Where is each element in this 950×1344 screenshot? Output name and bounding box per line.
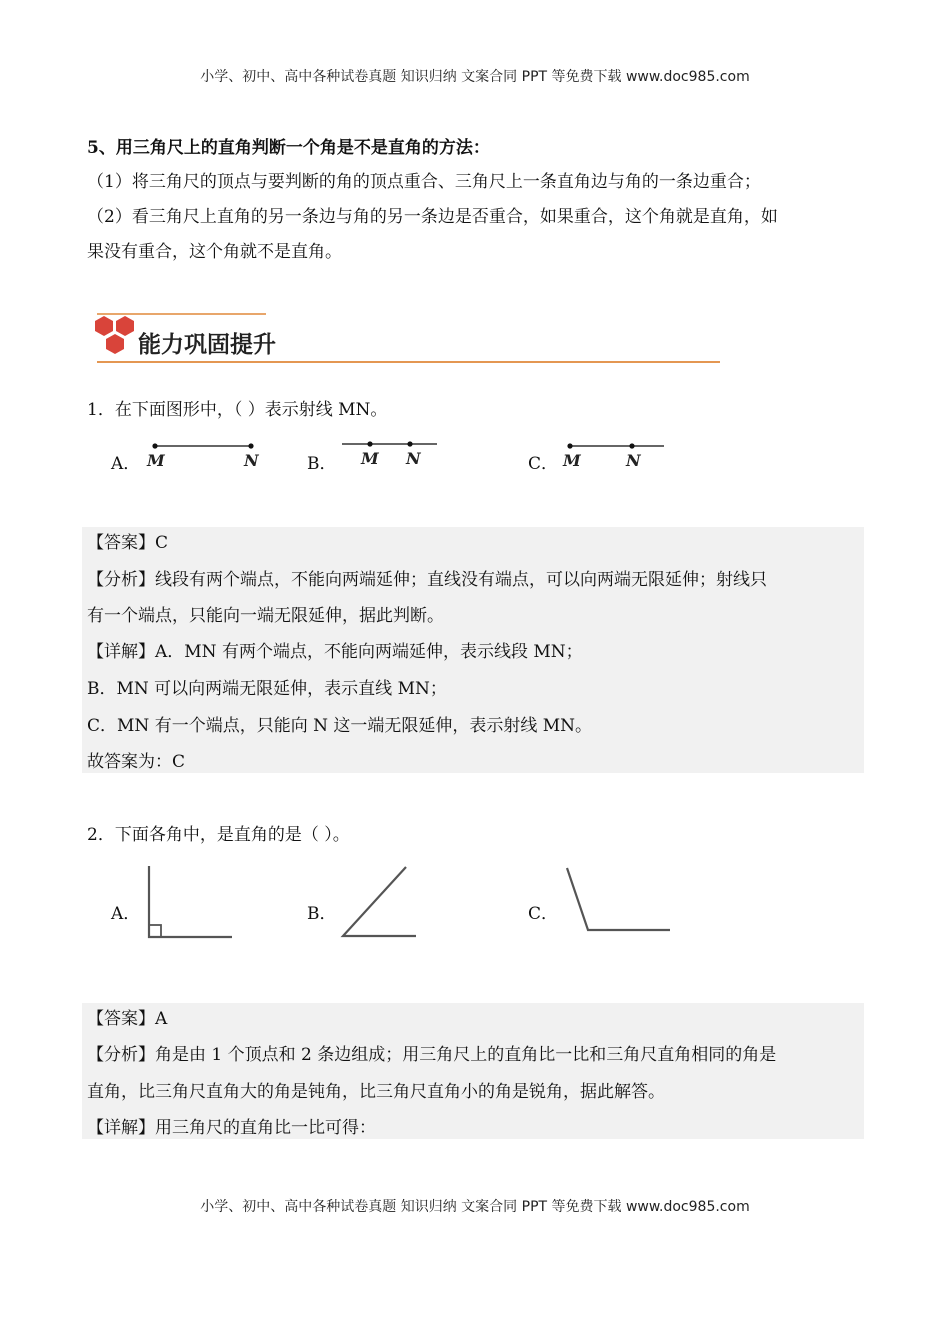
q2-analysis-2: 直角，比三角尺直角大的角是钝角，比三角尺直角小的角是锐角，据此解答。 [87,1082,665,1102]
q2-stem: 2．下面各角中，是直角的是（ ）。 [87,825,350,845]
q2-option-b-label: B． [307,904,337,924]
q1-a-label-n: N [244,451,259,470]
q1-c-label-m: M [563,451,581,470]
q2-figure-b-acute-angle [343,867,416,936]
section-title: 能力巩固提升 [138,332,276,358]
q1-a-label-m: M [147,451,165,470]
q1-detail-2: B．MN 可以向两端无限延伸，表示直线 MN； [87,679,447,699]
q1-detail-3: C．MN 有一个端点，只能向 N 这一端无限延伸，表示射线 MN。 [87,716,593,736]
q1-answer: 【答案】C [87,533,169,553]
intro-heading: 5、用三角尺上的直角判断一个角是不是直角的方法： [87,138,490,158]
q1-conclusion: 故答案为：C [87,752,186,772]
q1-option-a-label: A． [111,454,141,474]
q1-analysis-2: 有一个端点，只能向一端无限延伸，据此判断。 [87,606,444,626]
intro-line-2: （2）看三角尺上直角的另一条边与角的另一条边是否重合，如果重合，这个角就是直角，如 [87,207,778,227]
page-header: 小学、初中、高中各种试卷真题 知识归纳 文案合同 PPT 等免费下载 www.doc985.com [200,69,750,85]
q2-option-c-label: C． [528,904,559,924]
q1-option-c-label: C． [528,454,559,474]
q2-figure-a-right-angle [149,866,232,937]
q2-analysis-1: 【分析】角是由 1 个顶点和 2 条边组成；用三角尺上的直角比一比和三角尺直角相同的角是 [87,1045,777,1065]
q1-option-b-label: B． [307,454,337,474]
q1-detail-1: 【详解】A．MN 有两个端点，不能向两端延伸，表示线段 MN； [87,642,583,662]
q1-b-label-m: M [361,449,379,468]
intro-line-1: （1）将三角尺的顶点与要判断的角的顶点重合、三角尺上一条直角边与角的一条边重合； [87,172,761,192]
q1-b-label-n: N [406,449,421,468]
q2-option-a-label: A． [111,904,141,924]
q2-answer: 【答案】A [87,1009,168,1029]
intro-line-3: 果没有重合，这个角就不是直角。 [87,242,342,262]
q2-detail-1: 【详解】用三角尺的直角比一比可得： [87,1118,376,1138]
q2-figure-c-obtuse-angle [567,868,670,930]
page-footer: 小学、初中、高中各种试卷真题 知识归纳 文案合同 PPT 等免费下载 www.doc985.com [200,1199,750,1215]
q1-analysis-1: 【分析】线段有两个端点，不能向两端延伸；直线没有端点，可以向两端无限延伸；射线只 [87,570,767,590]
q1-stem: 1．在下面图形中，（ ）表示射线 MN。 [87,400,388,420]
q1-c-label-n: N [626,451,641,470]
